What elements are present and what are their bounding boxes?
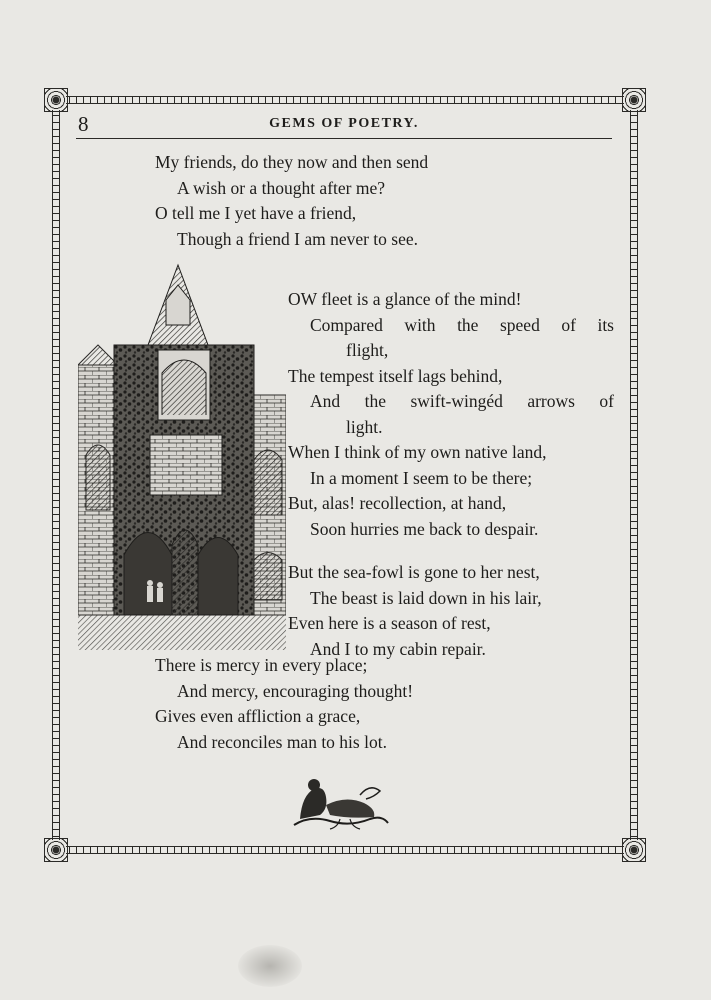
stanza-4 <box>155 653 413 755</box>
border-left <box>52 110 60 840</box>
verse-line: O tell me I yet have a friend, <box>155 203 357 223</box>
verse-line: light. <box>346 416 383 437</box>
page-header <box>76 108 612 139</box>
verse-line: And I to my cabin repair. <box>310 638 486 659</box>
verse-line: But the sea-fowl is gone to her nest, <box>288 562 540 582</box>
verse-line: The tempest itself lags behind, <box>288 365 503 386</box>
verse-line: In a moment I seem to be there; <box>310 467 533 488</box>
border-top <box>66 96 624 104</box>
stanza-2 <box>288 287 614 542</box>
stanza-1 <box>155 150 428 252</box>
border-bottom <box>66 846 624 854</box>
verse-line: There is mercy in every place; <box>155 655 368 675</box>
verse-line: My friends, do they now and then send <box>155 152 429 172</box>
verse-line: Compared with the speed of its <box>310 314 614 335</box>
verse-line: And mercy, encouraging thought! <box>177 680 414 701</box>
verse-line: And reconciles man to his lot. <box>177 731 387 752</box>
corner-ornament-icon <box>622 88 646 112</box>
verse-line: Though a friend I am never to see. <box>177 228 419 249</box>
sphinx-ornament-icon <box>290 775 392 831</box>
verse-line: Even here is a season of rest, <box>288 613 491 633</box>
page-number: 8 <box>78 112 89 136</box>
verse-line: Soon hurries me back to despair. <box>310 518 539 539</box>
verse-line: The beast is laid down in his lair, <box>310 587 542 608</box>
border-right <box>630 110 638 840</box>
running-head: GEMS OF POETRY. <box>269 116 419 131</box>
verse-line: But, alas! recollection, at hand, <box>288 493 507 513</box>
verse-line: When I think of my own native land, <box>288 442 547 462</box>
verse-line: A wish or a thought after me? <box>177 177 386 198</box>
verse-line: OW fleet is a glance of the mind! <box>288 289 522 309</box>
corner-ornament-icon <box>44 88 68 112</box>
corner-ornament-icon <box>44 838 68 862</box>
verse-line: Gives even affliction a grace, <box>155 706 361 726</box>
gatehouse-illustration-icon <box>78 255 286 650</box>
paper-stain <box>238 945 302 987</box>
stanza-3 <box>288 560 542 662</box>
verse-line: flight, <box>346 340 389 360</box>
verse-line: And the swift-wingéd arrows of <box>310 391 614 411</box>
corner-ornament-icon <box>622 838 646 862</box>
